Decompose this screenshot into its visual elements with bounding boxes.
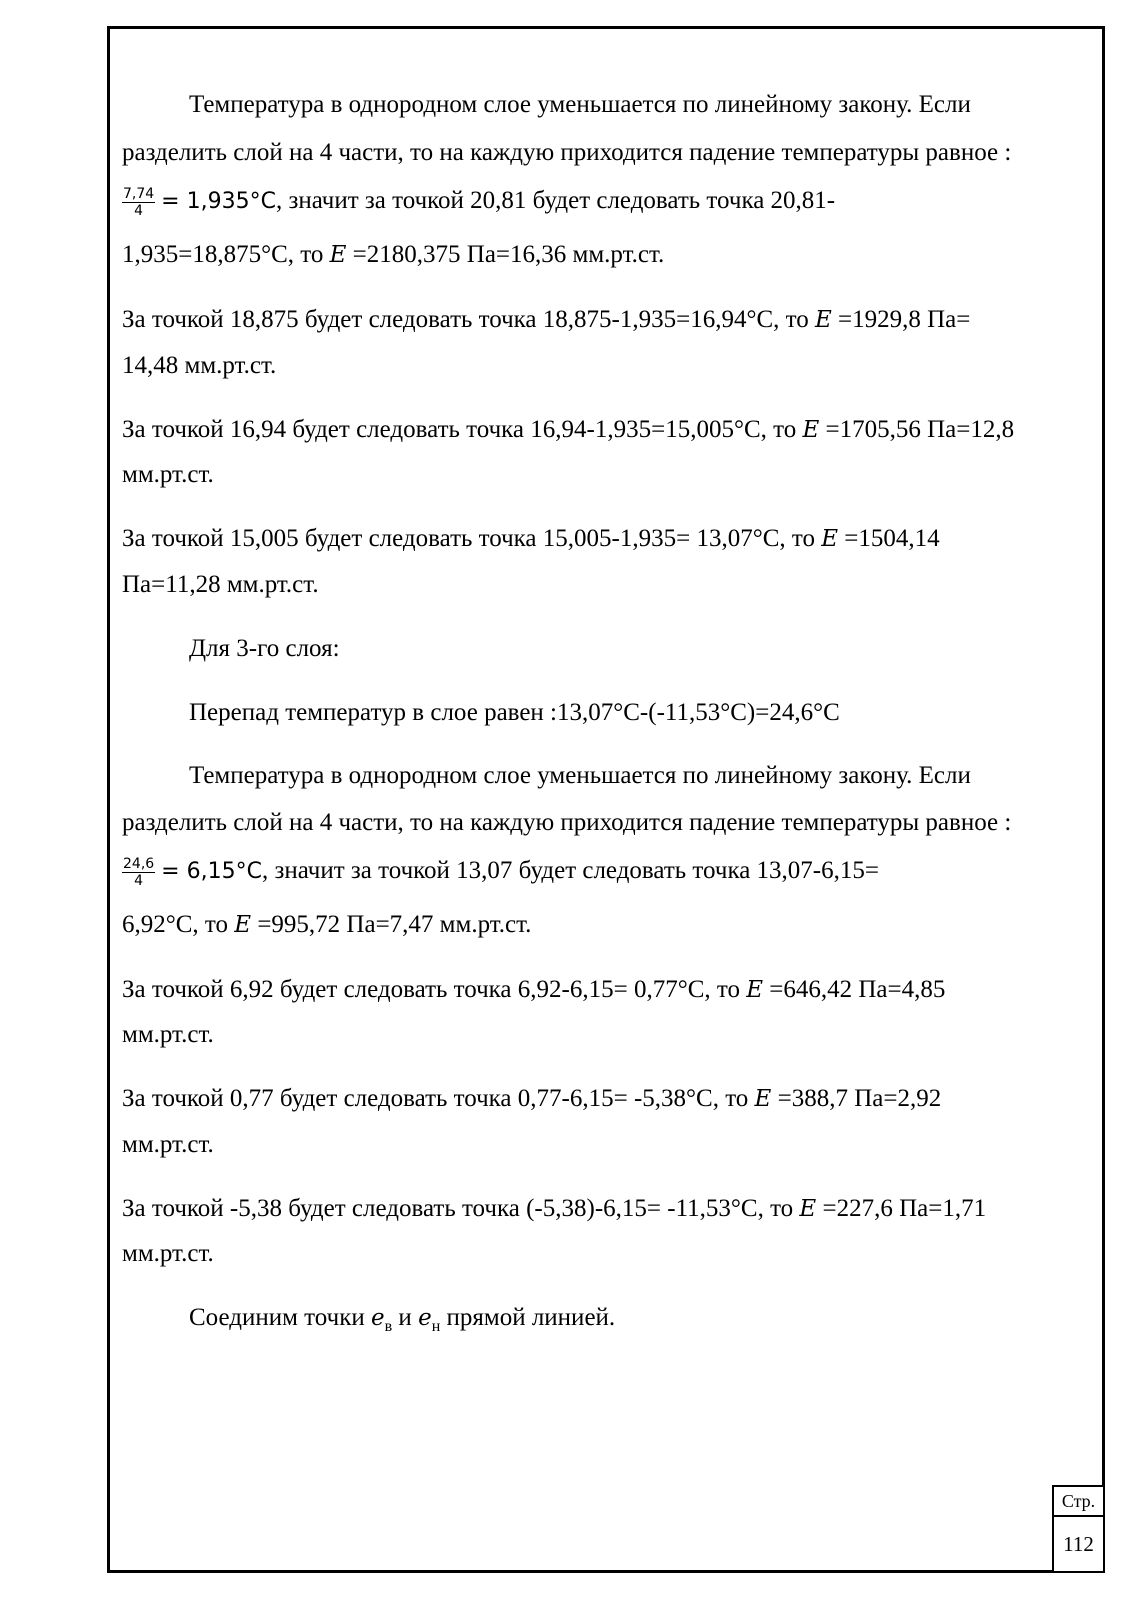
text-run: и (392, 1304, 419, 1331)
text-run: =2180,375 Па=16,36 мм.рт.ст. (346, 241, 665, 268)
math-symbol-E: E (329, 242, 347, 268)
paragraph-line: мм.рт.ст. (122, 1240, 214, 1267)
paragraph-line: 14,48 мм.рт.ст. (122, 352, 277, 379)
subscript: н (431, 1318, 441, 1335)
paragraph-line (122, 975, 945, 1005)
paragraph-line: разделить слой на 4 части, то на каждую приходится падение температуры равное : (122, 809, 1012, 836)
paragraph-line: мм.рт.ст. (122, 1131, 214, 1158)
text-run: прямой линией. (440, 1304, 616, 1331)
subscript: в (384, 1318, 393, 1335)
paragraph-line (122, 415, 1014, 445)
fraction-denominator: 4 (134, 203, 144, 219)
text-run: За точкой 6,92 будет следовать точка 6,92-6,15= 0,77°C, то (122, 976, 747, 1003)
math-symbol-E: E (746, 977, 764, 1003)
text-run: 1,935=18,875°C, то (122, 241, 330, 268)
text-run: Соединим точки (189, 1304, 371, 1331)
paragraph-line (122, 240, 664, 270)
paragraph-line (122, 524, 940, 554)
text-run: =646,42 Па=4,85 (763, 976, 946, 1003)
paragraph-line: Температура в однородном слое уменьшается по линейному закону. Если (189, 91, 971, 118)
formula-result: = 1,935°C (161, 189, 276, 215)
paragraph-line: Температура в однородном слое уменьшается по линейному закону. Если (189, 762, 971, 789)
paragraph-line: Для 3-го слоя: (189, 635, 340, 662)
text-run: =227,6 Па=1,71 (816, 1195, 987, 1222)
paragraph-line (189, 1303, 615, 1342)
text-run: =1705,56 Па=12,8 (819, 416, 1015, 443)
formula-result: = 6,15°C (161, 859, 262, 885)
math-symbol-E: E (754, 1086, 772, 1112)
paragraph-line: мм.рт.ст. (122, 461, 214, 488)
paragraph-line (122, 910, 531, 940)
math-symbol-E: E (799, 1196, 817, 1222)
paragraph-line: мм.рт.ст. (122, 1021, 214, 1048)
text-run: , значит за точкой 13,07 будет следовать точка 13,07-6,15= (261, 857, 879, 885)
paragraph-line: разделить слой на 4 части, то на каждую приходится падение температуры равное : (122, 139, 1012, 166)
math-symbol-e: e (418, 1305, 432, 1331)
math-symbol-E: E (234, 912, 252, 938)
text-run: За точкой -5,38 будет следовать точка (-5,38)-6,15= -11,53°C, то (122, 1195, 800, 1222)
paragraph-line-formula (122, 856, 879, 889)
text-run: , значит за точкой 20,81 будет следовать точка 20,81- (275, 187, 836, 215)
page-label: Стр. (1052, 1485, 1105, 1517)
fraction (122, 856, 155, 889)
text-run: =388,7 Па=2,92 (771, 1085, 942, 1112)
math-symbol-E: E (814, 307, 832, 333)
paragraph-line: Па=11,28 мм.рт.ст. (122, 571, 319, 598)
text-run: =995,72 Па=7,47 мм.рт.ст. (251, 911, 532, 938)
math-symbol-E: E (821, 526, 839, 552)
text-run: За точкой 0,77 будет следовать точка 0,77-6,15= -5,38°C, то (122, 1085, 755, 1112)
paragraph-line-formula (122, 186, 835, 219)
paragraph-line: Перепад температур в слое равен :13,07°C-(-11,53°C)=24,6°C (189, 699, 840, 726)
fraction (122, 186, 155, 219)
text-run: За точкой 18,875 будет следовать точка 18,875-1,935=16,94°C, то (122, 306, 815, 333)
fraction-numerator: 7,74 (123, 186, 155, 202)
paragraph-line (122, 305, 970, 335)
page-number: 112 (1052, 1517, 1105, 1573)
math-symbol-e: e (370, 1305, 385, 1331)
math-symbol-E: E (802, 417, 820, 443)
text-run: =1929,8 Па= (831, 306, 971, 333)
fraction-denominator: 4 (134, 873, 144, 889)
paragraph-line (122, 1194, 986, 1224)
paragraph-line (122, 1084, 941, 1114)
text-run: За точкой 15,005 будет следовать точка 15,005-1,935= 13,07°C, то (122, 525, 822, 552)
text-run: За точкой 16,94 будет следовать точка 16,94-1,935=15,005°C, то (122, 416, 803, 443)
fraction-numerator: 24,6 (123, 856, 155, 872)
text-run: =1504,14 (838, 525, 940, 552)
text-run: 6,92°C, то (122, 911, 235, 938)
